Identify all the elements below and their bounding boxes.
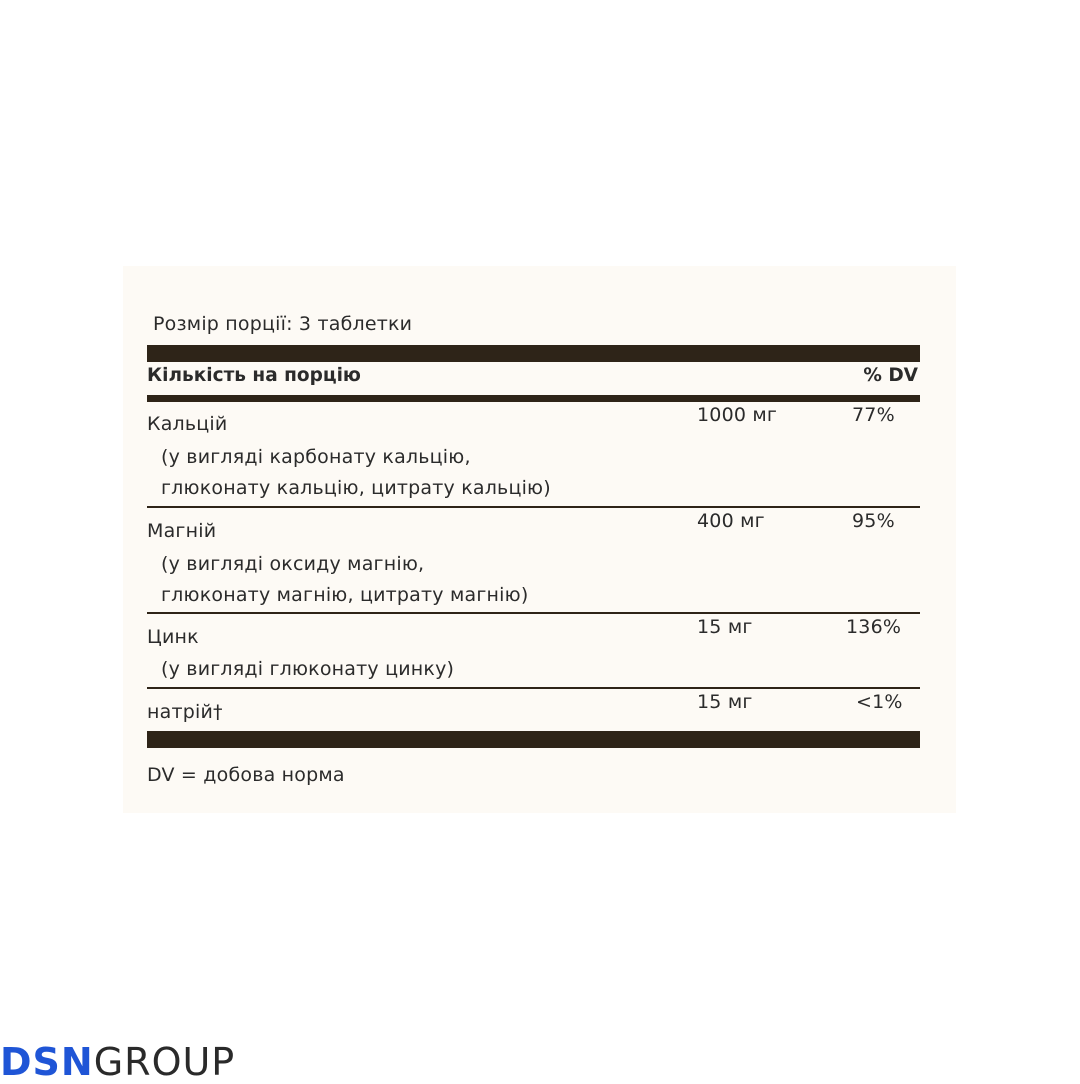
nutrient-dv: 136%: [846, 616, 902, 638]
nutrient-dv: 95%: [852, 510, 895, 532]
logo-part-group: GROUP: [93, 1040, 236, 1084]
nutrient-detail: глюконату кальцію, цитрату кальцію): [161, 477, 551, 499]
nutrient-dv: <1%: [856, 691, 903, 713]
dv-footnote: DV = добова норма: [147, 764, 345, 786]
nutrient-name-sodium: натрій†: [147, 701, 223, 723]
row-divider: [147, 612, 920, 614]
nutrient-name-zinc: Цинк: [147, 626, 199, 648]
nutrient-amount: 1000 мг: [697, 404, 778, 426]
top-thick-rule: [147, 345, 920, 362]
nutrient-name-magnesium: Магній: [147, 520, 217, 542]
row-divider: [147, 687, 920, 689]
serving-size: Розмір порції: 3 таблетки: [153, 313, 413, 335]
nutrient-dv: 77%: [852, 404, 895, 426]
daily-value-header: % DV: [863, 365, 918, 386]
bottom-thick-rule: [147, 731, 920, 748]
nutrient-detail: (у вигляді оксиду магнію,: [161, 553, 425, 575]
nutrient-amount: 400 мг: [697, 510, 765, 532]
nutrient-amount: 15 мг: [697, 616, 753, 638]
nutrient-name-calcium: Кальцій: [147, 413, 228, 435]
row-divider: [147, 506, 920, 508]
logo-part-dsn: DSN: [0, 1040, 94, 1084]
nutrient-detail: (у вигляді глюконату цинку): [161, 658, 455, 680]
nutrient-detail: (у вигляді карбонату кальцію,: [161, 446, 471, 468]
nutrient-amount: 15 мг: [697, 691, 753, 713]
nutrient-detail: глюконату магнію, цитрату магнію): [161, 584, 529, 606]
amount-per-serving-header: Кількість на порцію: [147, 365, 361, 386]
brand-logo: [0, 1040, 236, 1084]
header-rule: [147, 395, 920, 402]
